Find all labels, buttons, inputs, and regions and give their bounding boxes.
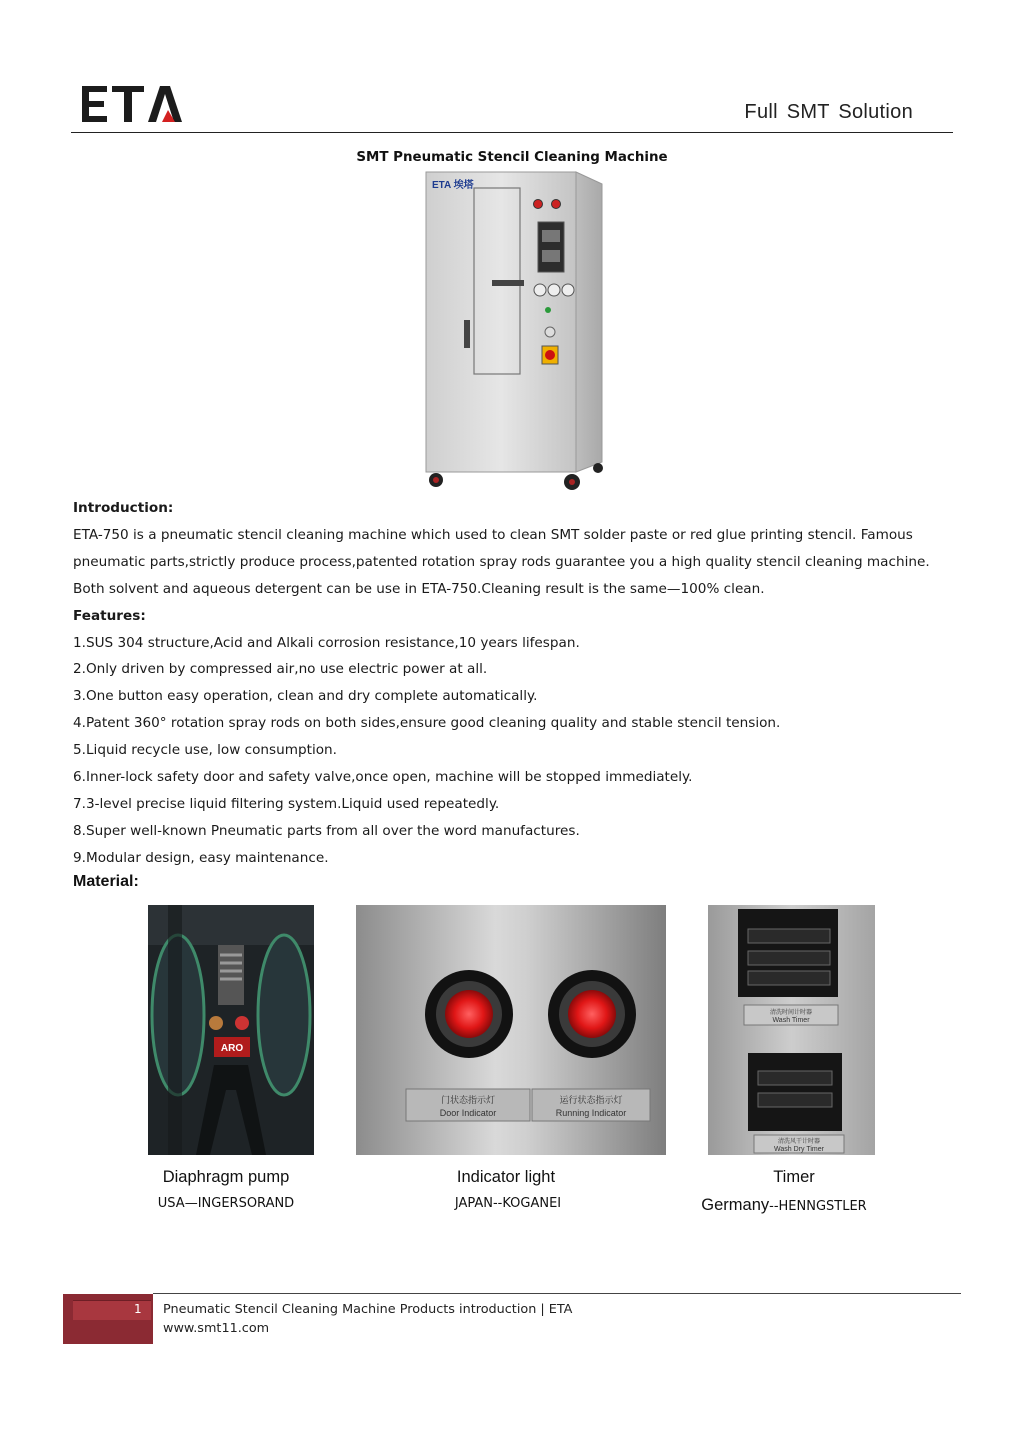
door-indicator-plate-en: Door Indicator — [439, 1108, 497, 1118]
timer-origin — [684, 1196, 884, 1215]
origin-text: USA—INGERSORAND — [157, 1196, 295, 1211]
header-rule — [71, 132, 953, 133]
feature-item: 2.Only driven by compressed air,no use electric power at all. — [73, 661, 488, 678]
footer-url[interactable]: www.smt11.com — [163, 1321, 270, 1336]
wash-dry-timer-plate-cn: 清洗风干计时器 — [777, 1138, 821, 1145]
intro-line: pneumatic parts,strictly produce process,patented rotation spray rods guarantee you a high quality stencil cleaning machine. — [73, 553, 930, 570]
machine-brand-label: ETA 埃塔 — [432, 180, 474, 191]
feature-item: 8.Super well-known Pneumatic parts from all over the word manufactures. — [73, 822, 580, 839]
footer-title: Pneumatic Stencil Cleaning Machine Products introduction | ETA — [163, 1302, 573, 1317]
features-heading: Features: — [73, 607, 146, 624]
wash-dry-timer-plate-en: Wash Dry Timer — [774, 1146, 824, 1153]
feature-item: 9.Modular design, easy maintenance. — [73, 849, 329, 866]
origin-text: JAPAN--KOGANEI — [454, 1196, 562, 1211]
feature-item: 6.Inner-lock safety door and safety valve,once open, machine will be stopped immediately. — [73, 769, 693, 786]
timer-caption: Timer — [773, 1168, 815, 1186]
feature-item: 4.Patent 360° rotation spray rods on both sides,ensure good cleaning quality and stable stencil tension. — [73, 715, 781, 732]
pump-label: ARO — [220, 1043, 244, 1054]
diaphragm-pump-photo — [148, 905, 314, 1155]
material-heading: Material: — [73, 873, 139, 890]
origin-country: Germany — [701, 1196, 770, 1214]
feature-item: 3.One button easy operation, clean and dry complete automatically. — [73, 688, 538, 705]
feature-item: 7.3-level precise liquid filtering system.Liquid used repeatedly. — [73, 795, 500, 812]
origin-text: --HENNGSTLER — [769, 1199, 867, 1214]
footer-rule — [153, 1293, 961, 1294]
machine-photo — [422, 170, 608, 496]
timer-photo — [708, 905, 875, 1155]
intro-line: ETA-750 is a pneumatic stencil cleaning machine which used to clean SMT solder paste or red glue printing stencil. Famous — [73, 526, 913, 543]
door-indicator-plate-cn: 门状态指示灯 — [440, 1096, 496, 1106]
eta-logo — [82, 84, 186, 124]
tagline: Full SMT Solution — [744, 101, 913, 123]
page-number: 1 — [134, 1302, 142, 1316]
diaphragm-pump-origin — [126, 1196, 326, 1211]
wash-timer-plate-en: Wash Timer — [772, 1017, 810, 1024]
indicator-light-caption: Indicator light — [456, 1168, 556, 1186]
running-indicator-plate-en: Running Indicator — [555, 1108, 627, 1118]
diaphragm-pump-caption: Diaphragm pump — [162, 1168, 290, 1186]
indicator-light-origin — [408, 1196, 608, 1211]
body-text — [73, 495, 963, 872]
introduction-heading: Introduction: — [73, 500, 174, 516]
indicator-light-photo — [356, 905, 666, 1155]
intro-line: Both solvent and aqueous detergent can be use in ETA-750.Cleaning result is the same—100% clean. — [73, 580, 765, 597]
feature-item: 5.Liquid recycle use, low consumption. — [73, 742, 337, 759]
wash-timer-plate-cn: 清洗时间计时器 — [769, 1009, 813, 1016]
document-title: SMT Pneumatic Stencil Cleaning Machine — [356, 150, 668, 165]
running-indicator-plate-cn: 运行状态指示灯 — [559, 1096, 623, 1106]
feature-item: 1.SUS 304 structure,Acid and Alkali corrosion resistance,10 years lifespan. — [73, 634, 580, 651]
